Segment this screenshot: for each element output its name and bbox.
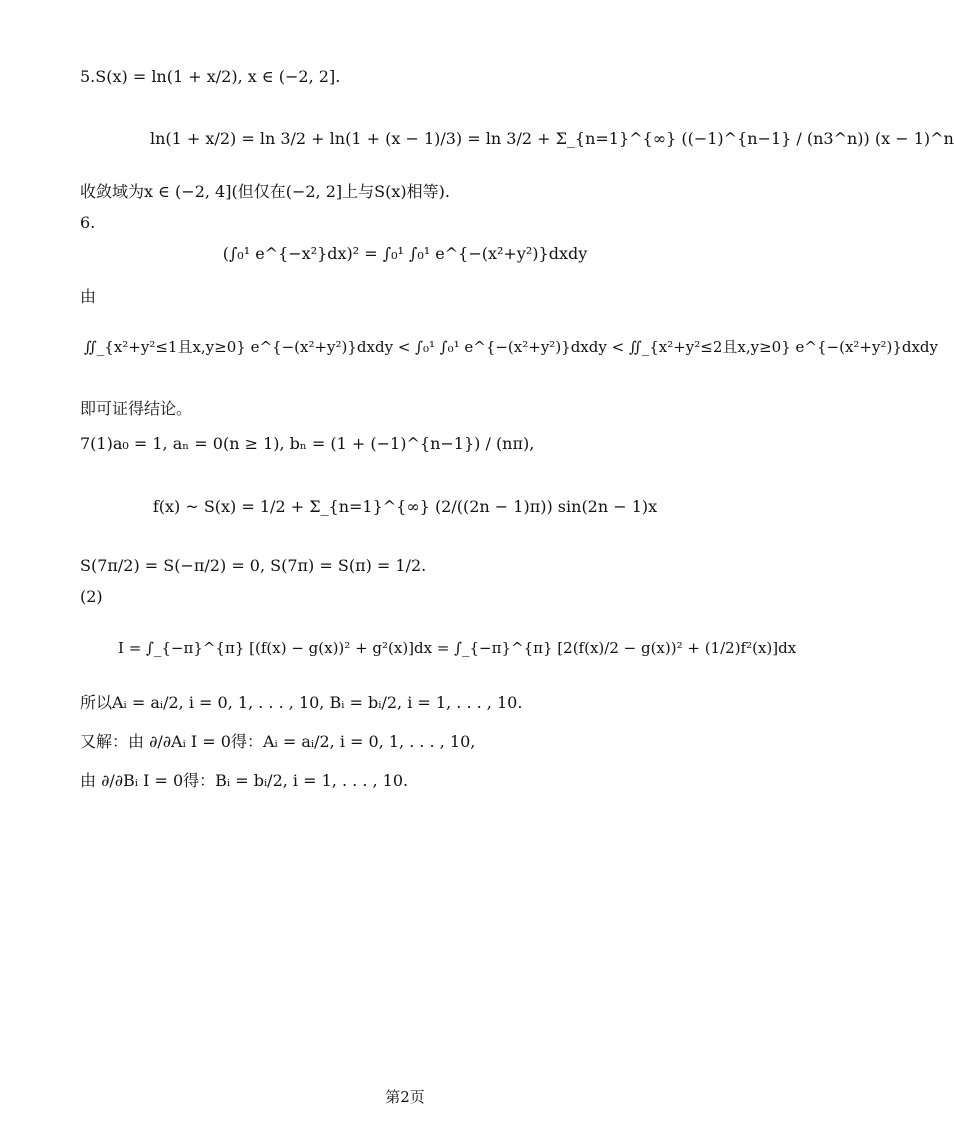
p7-integral: I = ∫_{−π}^{π} [(f(x) − g(x))² + g²(x)]dx = ∫_{−π}^{π} [2(f(x)/2 − g(x))² + (1/2)f²(x)]dx xyxy=(118,639,797,657)
p5-domain: 收敛域为x ∈ (−2, 4](但仅在(−2, 2]上与S(x)相等). xyxy=(80,182,450,201)
p6-conclusion: 即可证得结论。 xyxy=(80,399,193,418)
page-number: 第2页 xyxy=(385,1088,425,1106)
p7-alt1: 又解：由 ∂/∂Aᵢ I = 0得：Aᵢ = aᵢ/2, i = 0, 1, . . . , 10, xyxy=(80,732,476,751)
p7-so: 所以Aᵢ = aᵢ/2, i = 0, 1, . . . , 10, Bᵢ = bᵢ/2, i = 1, . . . , 10. xyxy=(80,693,523,712)
p7-alt2: 由 ∂/∂Bᵢ I = 0得：Bᵢ = bᵢ/2, i = 1, . . . , 10. xyxy=(80,771,409,790)
p6-head: 6. xyxy=(80,213,96,232)
p7-values: S(7π/2) = S(−π/2) = 0, S(7π) = S(π) = 1/2. xyxy=(80,556,427,575)
p6-inequality: ∬_{x²+y²≤1且x,y≥0} e^{−(x²+y²)}dxdy < ∫₀¹ ∫₀¹ e^{−(x²+y²)}dxdy < ∬_{x²+y²≤2且x,y≥0} e^{−(x²+y²)}dxdy xyxy=(84,338,939,356)
p5-head: 5.S(x) = ln(1 + x/2), x ∈ (−2, 2]. xyxy=(80,67,341,86)
p6-equation: (∫₀¹ e^{−x²}dx)² = ∫₀¹ ∫₀¹ e^{−(x²+y²)}dxdy xyxy=(222,244,588,263)
p7-head: 7(1)a₀ = 1, aₙ = 0(n ≥ 1), bₙ = (1 + (−1)^{n−1}) / (nπ), xyxy=(80,434,535,453)
p5-equation: ln(1 + x/2) = ln 3/2 + ln(1 + (x − 1)/3) = ln 3/2 + Σ_{n=1}^{∞} ((−1)^{n−1} / (n3^n)) (x − 1)^n xyxy=(150,129,954,148)
p7-series: f(x) ~ S(x) = 1/2 + Σ_{n=1}^{∞} (2/((2n − 1)π)) sin(2n − 1)x xyxy=(152,497,658,516)
p7-part2: (2) xyxy=(80,587,103,606)
p6-you: 由 xyxy=(80,287,97,306)
